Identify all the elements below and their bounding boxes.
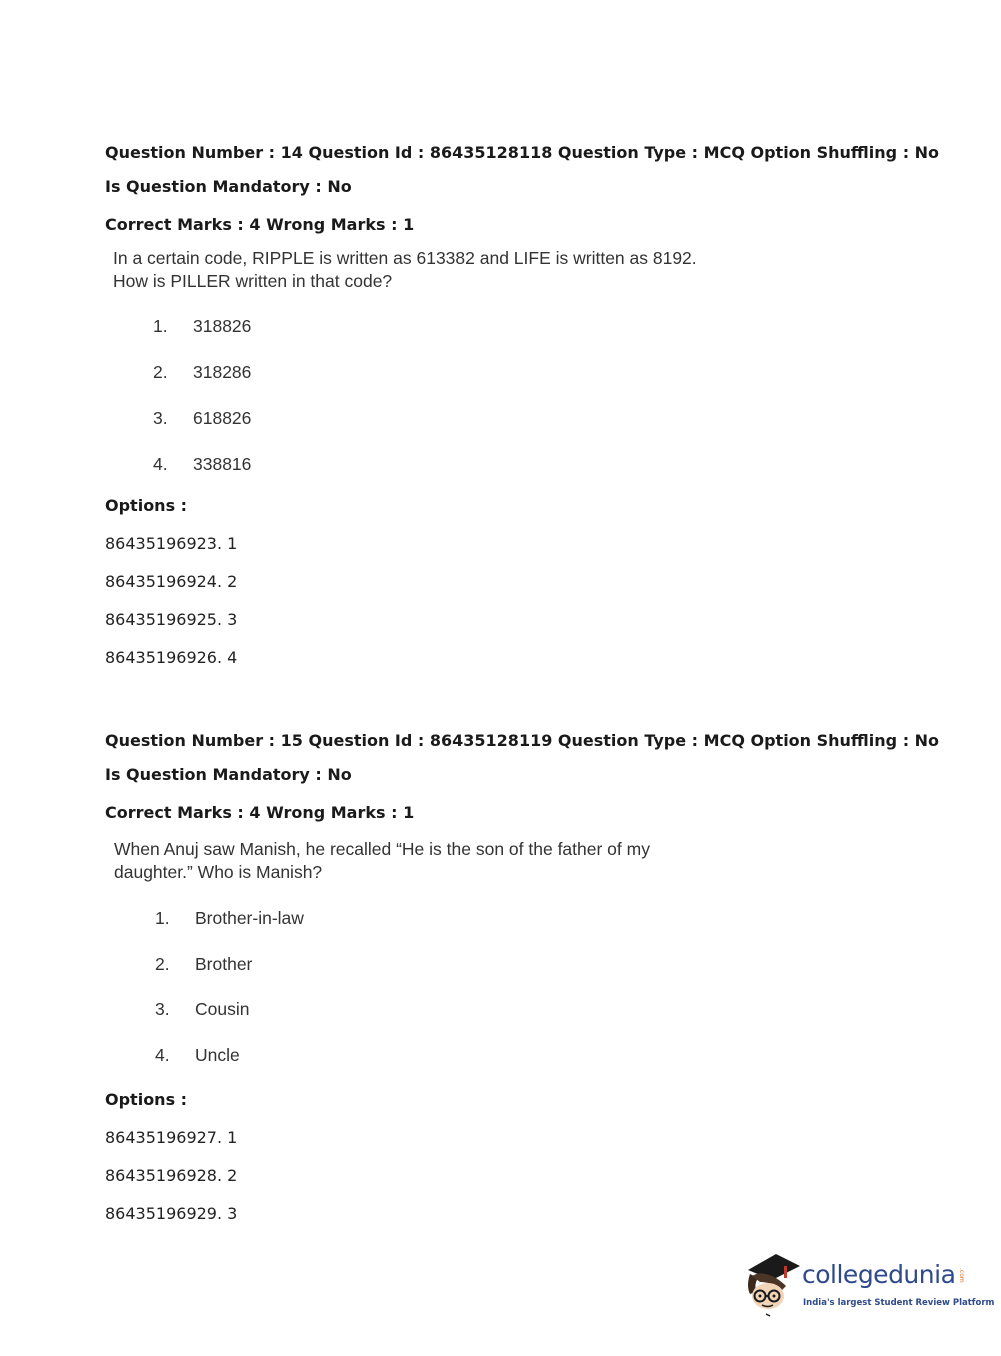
q15-question-line-1: When Anuj saw Manish, he recalled “He is the son of the father of my xyxy=(114,839,650,859)
q14-meta-line: Question Number : 14 Question Id : 86435128118 Question Type : MCQ Option Shuffling : No xyxy=(105,143,940,162)
q14-choice-2: 2. 318286 xyxy=(153,362,252,382)
q15-meta-line: Question Number : 15 Question Id : 86435128119 Question Type : MCQ Option Shuffling : No xyxy=(105,731,940,750)
logo-wordmark: collegedunia xyxy=(802,1260,956,1289)
q14-choice-3: 3. 618826 xyxy=(153,408,252,428)
q15-question-text xyxy=(114,838,734,884)
q15-option-id-3: 86435196929. 3 xyxy=(105,1204,238,1223)
q14-option-id-2: 86435196924. 2 xyxy=(105,572,238,591)
q14-question-line-1: In a certain code, RIPPLE is written as 613382 and LIFE is written as 8192. xyxy=(113,248,697,268)
logo-suffix: .com xyxy=(958,1268,965,1283)
q15-choice-4: 4. Uncle xyxy=(155,1045,240,1065)
q14-question-text xyxy=(113,247,733,293)
q14-choice-4: 4. 338816 xyxy=(153,454,252,474)
q14-mandatory-line: Is Question Mandatory : No xyxy=(105,177,352,196)
q15-option-id-2: 86435196928. 2 xyxy=(105,1166,238,1185)
q15-choice-1: 1. Brother-in-law xyxy=(155,908,304,928)
q15-choice-3: 3. Cousin xyxy=(155,999,250,1019)
q15-mandatory-line: Is Question Mandatory : No xyxy=(105,765,352,784)
q14-marks-line: Correct Marks : 4 Wrong Marks : 1 xyxy=(105,215,415,234)
q14-option-id-4: 86435196926. 4 xyxy=(105,648,238,667)
logo-tagline: India's largest Student Review Platform xyxy=(803,1298,995,1308)
collegedunia-logo xyxy=(742,1248,995,1318)
q14-options-label: Options : xyxy=(105,496,188,515)
q15-choice-2: 2. Brother xyxy=(155,954,253,974)
q14-choice-1: 1. 318826 xyxy=(153,316,252,336)
student-mascot-icon xyxy=(742,1248,802,1318)
q14-question-line-2: How is PILLER written in that code? xyxy=(113,271,393,291)
q14-option-id-3: 86435196925. 3 xyxy=(105,610,238,629)
q15-marks-line: Correct Marks : 4 Wrong Marks : 1 xyxy=(105,803,415,822)
q15-question-line-2: daughter.” Who is Manish? xyxy=(114,862,323,882)
q15-option-id-1: 86435196927. 1 xyxy=(105,1128,238,1147)
q14-option-id-1: 86435196923. 1 xyxy=(105,534,238,553)
q15-options-label: Options : xyxy=(105,1090,188,1109)
